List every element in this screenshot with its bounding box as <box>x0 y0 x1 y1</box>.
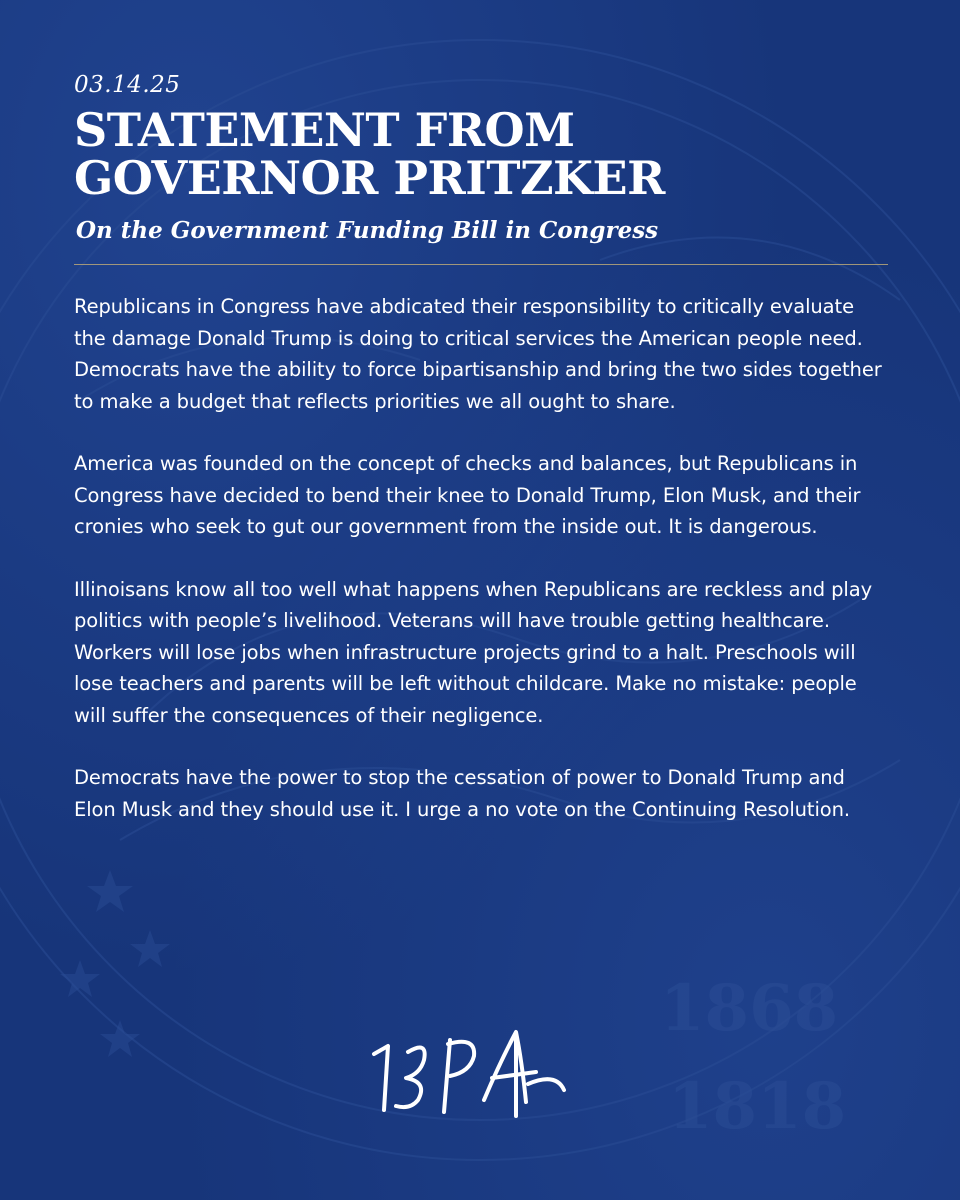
statement-subtitle: On the Government Funding Bill in Congress <box>76 217 659 244</box>
title-line-1: STATEMENT FROM <box>74 103 575 157</box>
paragraph-4: Democrats have the power to stop the cessation of power to Donald Trump and Elon Musk and they should use it. I urge a no vote on the Continuing Resolution. <box>74 766 850 821</box>
paragraph-1: Republicans in Congress have abdicated their responsibility to critically evaluate the damage Donald Trump is doing to critical services the American people need. Democrats have the ability to force bipartisanship and bring the two sides together to make a budget that reflects priorities we all ought to share. <box>74 295 882 413</box>
paragraph-3: Illinoisans know all too well what happens when Republicans are reckless and play politics with people’s livelihood. Veterans will have trouble getting healthcare. Workers will lose jobs when infrastructure projects grind to a halt. Preschools will lose teachers and parents will be left without childcare. Make no mistake: people will suffer the consequences of their negligence. <box>74 577 873 727</box>
statement-date: 03.14.25 <box>74 72 181 98</box>
watermark-year-1818: 1818 <box>668 1069 847 1144</box>
governor-signature <box>366 1022 576 1118</box>
statement-title <box>74 103 888 205</box>
title-line-2: GOVERNOR PRITZKER <box>74 151 665 205</box>
watermark-year-1868: 1868 <box>660 971 839 1046</box>
statement-content <box>74 70 888 856</box>
divider-rule <box>74 264 888 265</box>
paragraph-2: America was founded on the concept of checks and balances, but Republicans in Congress have decided to bend their knee to Donald Trump, Elon Musk, and their cronies who seek to gut our government from the inside out. It is dangerous. <box>74 452 861 538</box>
statement-body <box>74 291 888 825</box>
